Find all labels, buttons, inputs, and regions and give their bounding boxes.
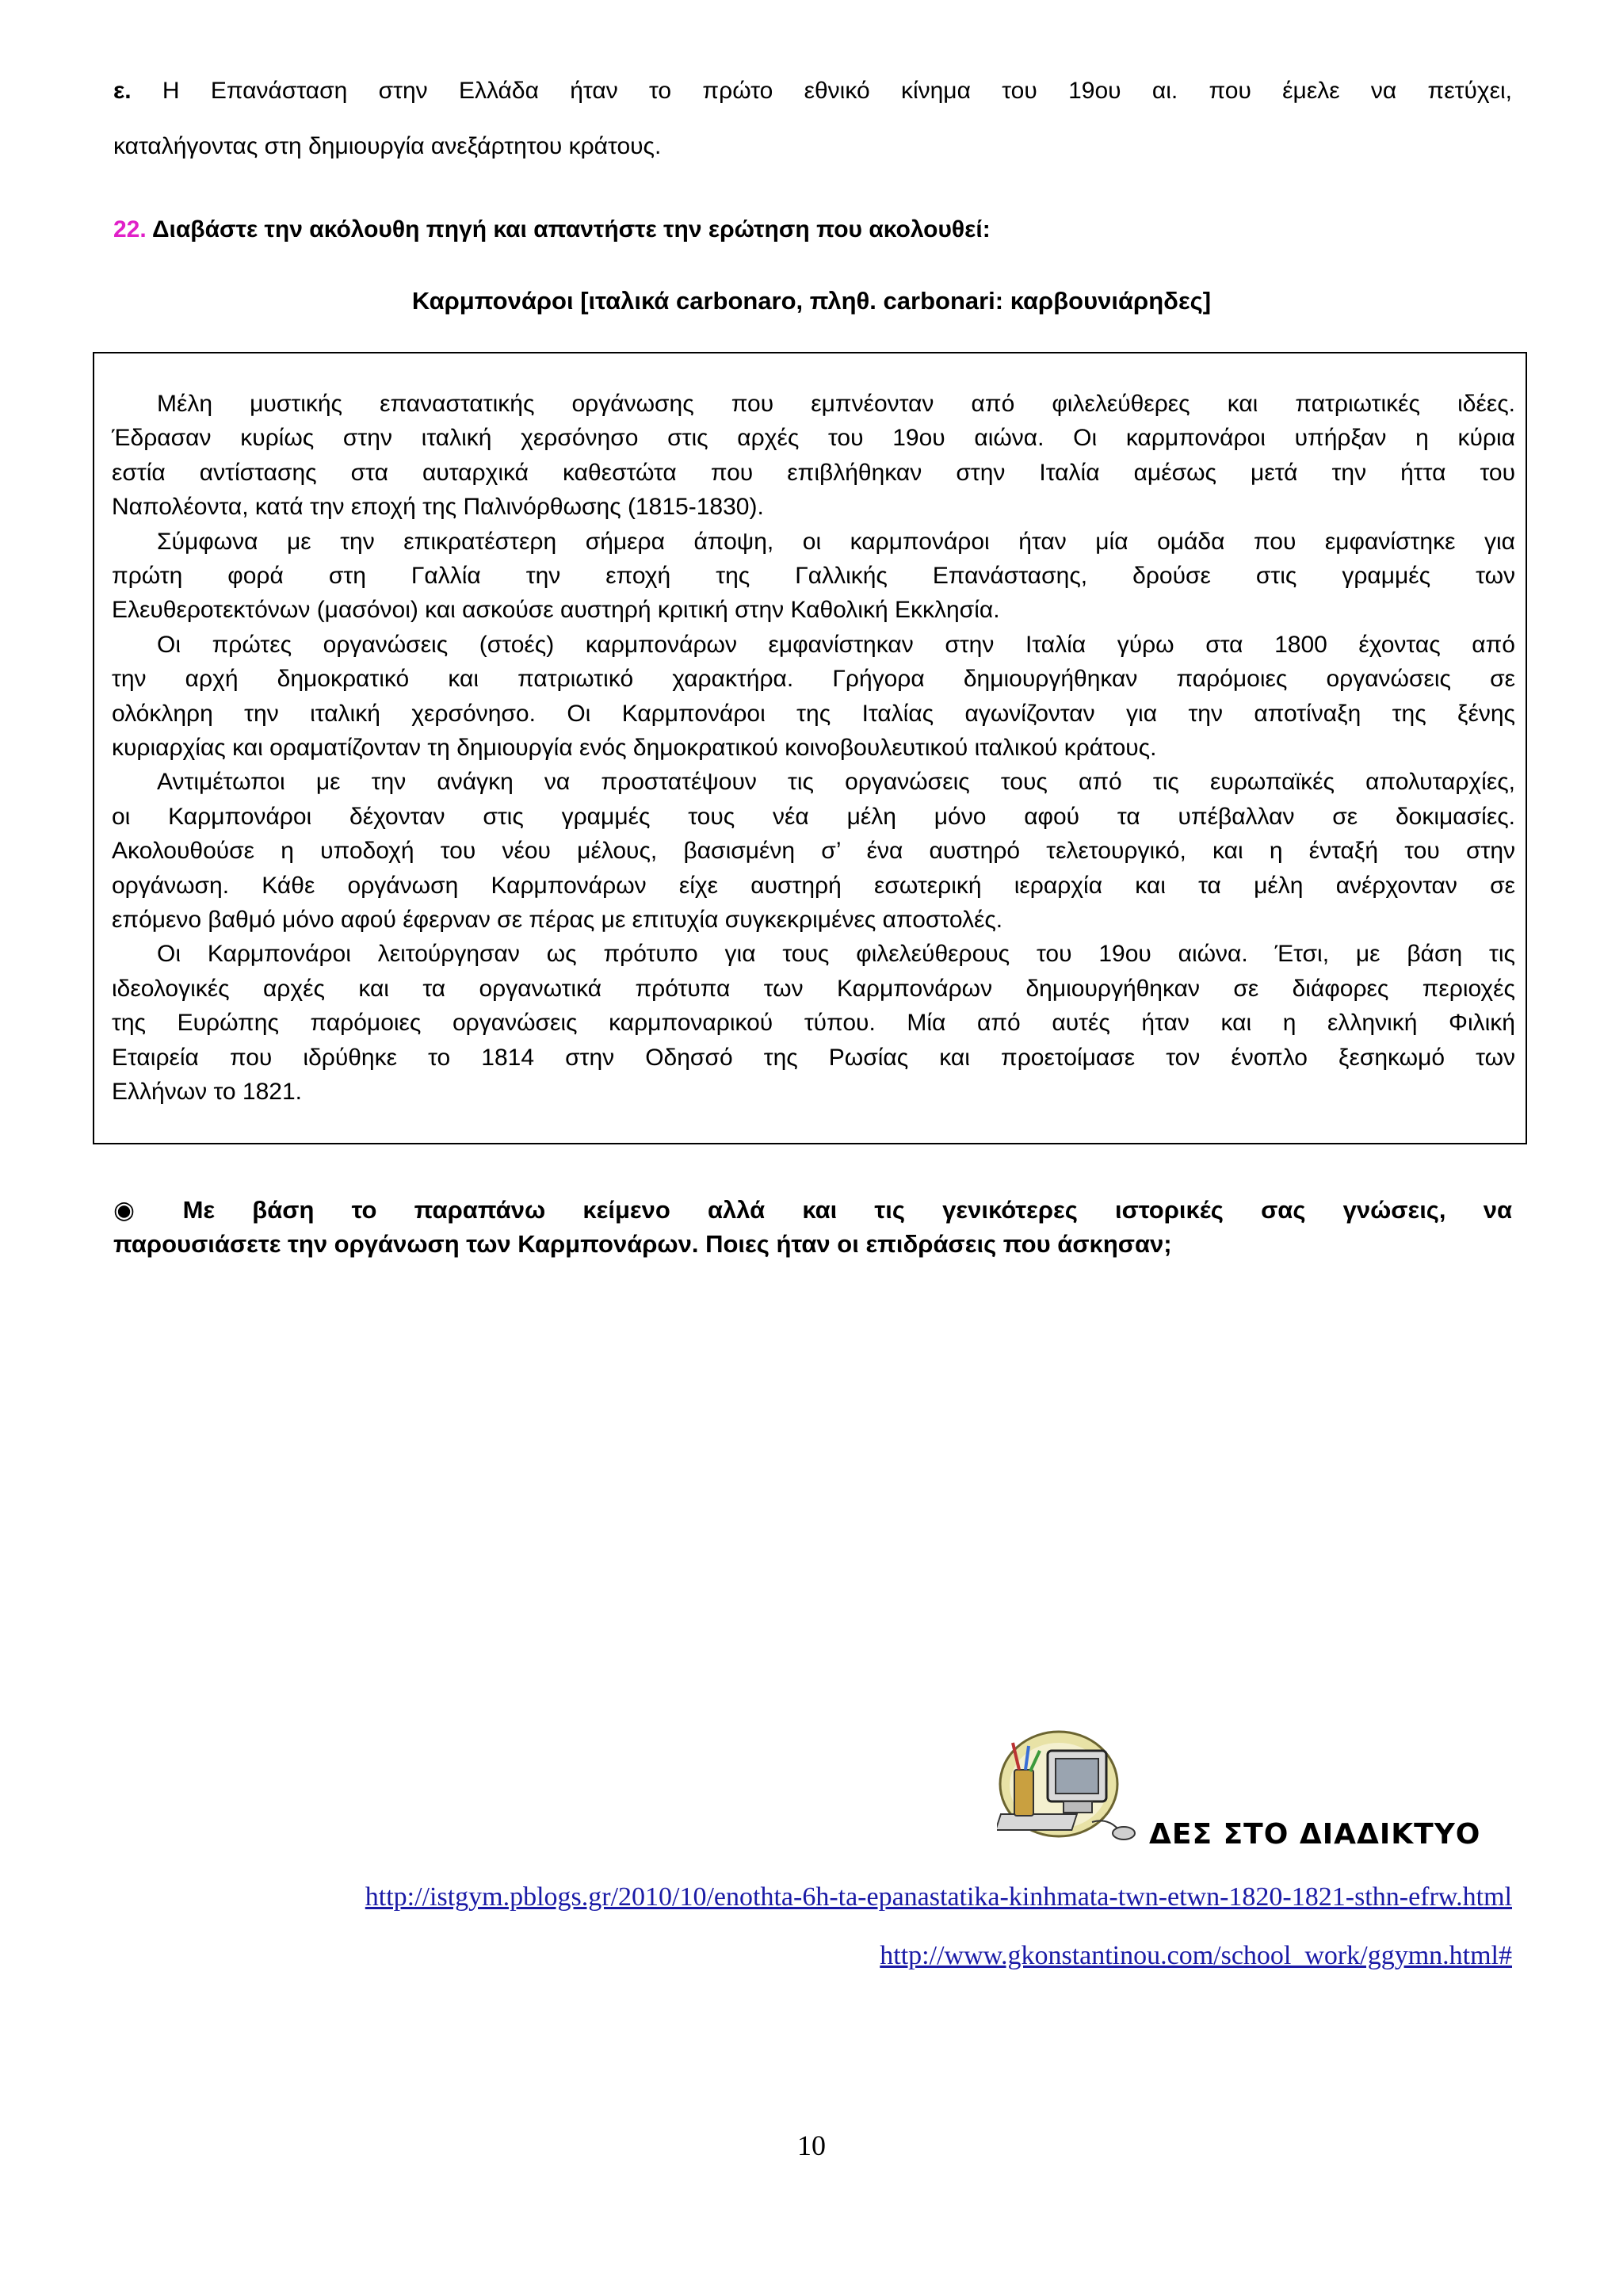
source-line: ιδεολογικές αρχές και τα οργανωτικά πρότυπα των Καρμπονάρων δημιουργήθηκαν σε διάφορες περιοχές — [112, 975, 1515, 1002]
bullet-icon: ◉ — [113, 1196, 166, 1224]
source-line: κυριαρχίας και οραματίζονταν τη δημιουργία ενός δημοκρατικού κοινοβουλευτικού ιταλικού κράτους. — [112, 735, 1157, 761]
web-section-label: ΔΕΣ ΣΤΟ ΔΙΑΔΙΚΤΥΟ — [1149, 1818, 1481, 1851]
source-line: εστία αντίστασης στα αυταρχικά καθεστώτα που επιβλήθηκαν στην Ιταλία αμέσως μετά την ήττα του — [112, 459, 1515, 486]
source-line: Ελευθεροτεκτόνων (μασόνοι) και ασκούσε αυστηρή κριτική στην Καθολική Εκκλησία. — [112, 597, 1000, 624]
source-line: της Ευρώπης παρόμοιες οργανώσεις καρμποναρικού τύπου. Μία από αυτές ήταν και η ελληνική Φιλική — [112, 1010, 1515, 1037]
source-line: Ελλήνων το 1821. — [112, 1079, 302, 1105]
source-line: Αντιμέτωποι με την ανάγκη να προστατέψουν τις οργανώσεις τους από τις ευρωπαϊκές απολυταρχίες, — [157, 769, 1515, 796]
source-line: πρώτη φορά στη Γαλλία την εποχή της Γαλλικής Επανάστασης, δρούσε στις γραμμές των — [112, 563, 1515, 589]
assignment-question-line-2: παρουσιάσετε την οργάνωση των Καρμπονάρων. Ποιες ήταν οι επιδράσεις που άσκησαν; — [113, 1230, 1172, 1258]
question-22-text: Διαβάστε την ακόλουθη πηγή και απαντήστε την ερώτηση που ακολουθεί: — [151, 216, 991, 243]
source-line: την αρχή δημοκρατικό και πατριωτικό χαρακτήρα. Γρήγορα δημιουργήθηκαν παρόμοιες οργανώσεις σε — [112, 666, 1515, 693]
statement-e-line-1 — [113, 75, 1512, 107]
source-line: Ναπολέοντα, κατά την εποχή της Παλινόρθωσης (1815-1830). — [112, 494, 764, 521]
source-line: Εταιρεία που ιδρύθηκε το 1814 στην Οδησσό της Ρωσίας και προετοίμασε τον ένοπλο ξεσηκωμό των — [112, 1044, 1515, 1071]
source-line: Σύμφωνα με την επικρατέστερη σήμερα άποψη, οι καρμπονάροι ήταν μία ομάδα που εμφανίστηκε για — [157, 528, 1515, 555]
source-line: Μέλη μυστικής επαναστατικής οργάνωσης που εμπνέονταν από φιλελεύθερες και πατριωτικές ιδέες. — [157, 391, 1515, 417]
source-line: Ακολουθούσε η υποδοχή του νέου μέλους, βασισμένη σ’ ένα αυστηρό τελετουργικό, και η ένταξή του στην — [112, 838, 1515, 865]
page-number: 10 — [797, 2130, 826, 2161]
computer-icon — [997, 1729, 1148, 1847]
web-link-2[interactable]: http://www.gkonstantinou.com/school_work/ggymn.html# — [880, 1941, 1512, 1970]
statement-e-text-1: Η Επανάσταση στην Ελλάδα ήταν το πρώτο εθνικό κίνημα του 19ου αι. που έμελε να πετύχει, — [162, 78, 1512, 104]
assignment-question — [113, 1193, 1512, 1261]
statement-e-text-2: καταλήγοντας στη δημιουργία ανεξάρτητου κράτους. — [113, 133, 662, 159]
source-line: επόμενο βαθμό μόνο αφού έφερναν σε πέρας με επιτυχία συγκεκριμένες αποστολές. — [112, 907, 1003, 933]
statement-e-label: ε. — [113, 78, 132, 104]
source-line: οι Καρμπονάροι δέχονταν στις γραμμές τους νέα μέλη μόνο αφού τα υπέβαλλαν σε δοκιμασίες. — [112, 803, 1515, 830]
question-22-number: 22. — [113, 216, 147, 243]
source-line: Οι πρώτες οργανώσεις (στοές) καρμπονάρων εμφανίστηκαν στην Ιταλία γύρω στα 1800 έχοντας από — [157, 631, 1515, 658]
web-link-1[interactable]: http://istgym.pblogs.gr/2010/10/enothta-6h-ta-epanastatika-kinhmata-twn-etwn-1820-1821-sthn-efrw.html — [365, 1882, 1512, 1912]
source-line: οργάνωση. Κάθε οργάνωση Καρμπονάρων είχε αυστηρή εσωτερική ιεραρχία και τα μέλη ανέρχονταν σε — [112, 872, 1515, 899]
source-line: Οι Καρμπονάροι λειτούργησαν ως πρότυπο για τους φιλελεύθερους του 19ου αιώνα. Έτσι, με βάση τις — [157, 941, 1515, 968]
source-line: Έδρασαν κυρίως στην ιταλική χερσόνησο στις αρχές του 19ου αιώνα. Οι καρμπονάροι υπήρξαν η κύρια — [112, 425, 1515, 452]
source-title: Καρμπονάροι [ιταλικά carbonaro, πληθ. carbonari: καρβουνιάρηδες] — [411, 287, 1212, 315]
source-line: ολόκληρη την ιταλική χερσόνησο. Οι Καρμπονάροι της Ιταλίας αγωνίζονταν για την αποτίναξη της ξένης — [112, 700, 1515, 727]
question-22 — [113, 214, 991, 246]
assignment-question-line-1: Με βάση το παραπάνω κείμενο αλλά και τις γενικότερες ιστορικές σας γνώσεις, να — [182, 1196, 1513, 1224]
